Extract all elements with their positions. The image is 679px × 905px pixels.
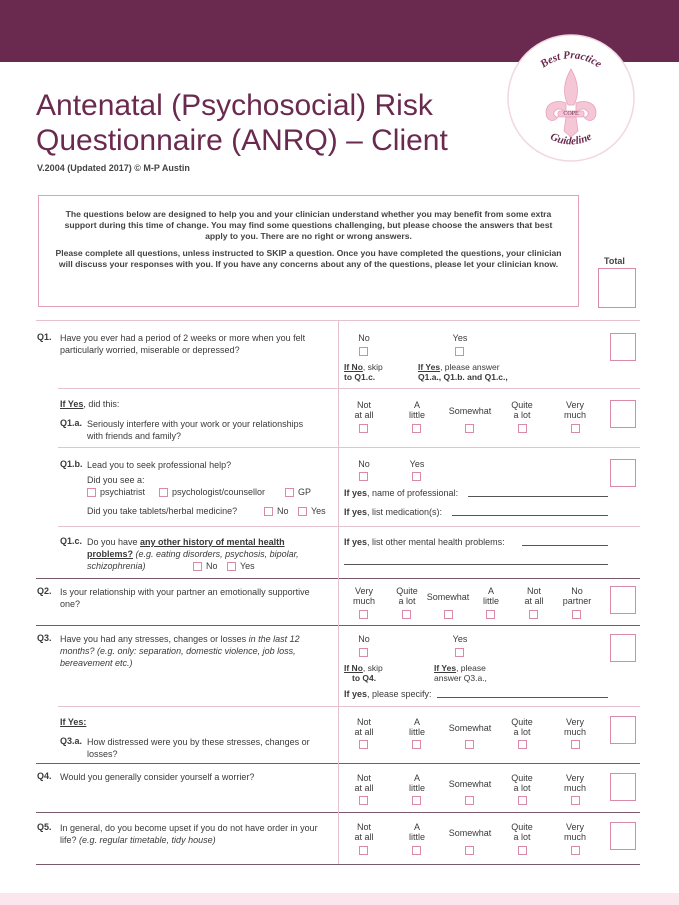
q3-ifyes-lead: If Yes: <box>60 717 87 727</box>
q2-notatall-label: Not at all <box>524 586 544 606</box>
version-note: V.2004 (Updated 2017) © M-P Austin <box>37 163 190 173</box>
q1-no-checkbox[interactable] <box>359 347 368 356</box>
q4-somewhat-label: Somewhat <box>448 779 492 789</box>
q4-notatall-checkbox[interactable] <box>359 796 368 805</box>
tablets-no-label: No <box>277 506 289 516</box>
q1-score-box[interactable] <box>610 333 636 361</box>
q2-quite-checkbox[interactable] <box>402 610 411 619</box>
professional-name-field[interactable] <box>468 496 608 497</box>
tablets-yes-label: Yes <box>311 506 326 516</box>
q1b-yes-label: Yes <box>409 459 425 469</box>
q3-no-checkbox[interactable] <box>359 648 368 657</box>
q1c-yes-label: Yes <box>240 561 255 571</box>
q2-notatall-checkbox[interactable] <box>529 610 538 619</box>
instructions-box <box>38 195 579 307</box>
q1-yes-hint: If Yes, please answer Q1.a., Q1.b. and Q1.c., <box>418 362 508 382</box>
psychologist-label: psychologist/counsellor <box>172 487 266 497</box>
q3-text: Have you had any stresses, changes or losses in the last 12 months? (e.g. only: separation, domestic violence, job loss, bereavement etc.) <box>60 634 300 668</box>
q3a-notatall-label: Not at all <box>354 717 374 737</box>
q5-very-label: Very much <box>563 822 586 842</box>
mental-health-field[interactable] <box>522 545 608 546</box>
q5-very-checkbox[interactable] <box>571 846 580 855</box>
q1a-number: Q1.a. <box>60 418 83 428</box>
q3a-notatall-checkbox[interactable] <box>359 740 368 749</box>
q3-yes-hint: If Yes, please answer Q3.a., <box>434 663 487 683</box>
q3a-number: Q3.a. <box>60 736 83 746</box>
q1-no-hint: If No, skip to Q1.c. <box>344 362 383 382</box>
q3-specify-label: If yes, please specify: <box>344 689 432 699</box>
q1a-notatall-checkbox[interactable] <box>359 424 368 433</box>
q2-number: Q2. <box>37 586 52 596</box>
q3-no-hint: If No, skip to Q4. <box>344 663 383 683</box>
q1a-score-box[interactable] <box>610 400 636 428</box>
q1b-no-label: No <box>358 459 370 469</box>
q2-somewhat-checkbox[interactable] <box>444 610 453 619</box>
q3-score-box[interactable] <box>610 634 636 662</box>
q5-notatall-label: Not at all <box>354 822 374 842</box>
q1a-somewhat-label: Somewhat <box>448 406 492 416</box>
divider <box>58 706 640 707</box>
divider <box>58 388 640 389</box>
q4-score-box[interactable] <box>610 773 636 801</box>
q1-ifyes-lead: If Yes, did this: <box>60 399 120 409</box>
q1a-text: Seriously interfere with your work or your relationships with friends and family? <box>87 419 304 441</box>
q5-somewhat-label: Somewhat <box>448 828 492 838</box>
q3a-text: How distressed were you by these stresses, changes or losses? <box>87 737 310 759</box>
q5-number: Q5. <box>37 822 52 832</box>
stress-specify-field[interactable] <box>437 697 608 698</box>
q2-quite-label: Quite a lot <box>396 586 418 606</box>
q3-number: Q3. <box>37 633 52 643</box>
footer-band <box>0 893 679 905</box>
q1-text: Have you ever had a period of 2 weeks or more when you felt particularly worried, miserable or depressed? <box>60 333 306 355</box>
q1c-no-checkbox[interactable] <box>193 562 202 571</box>
q4-text: Would you generally consider yourself a worrier? <box>60 772 255 782</box>
q4-quite-label: Quite a lot <box>511 773 533 793</box>
q1a-very-label: Very much <box>563 400 586 420</box>
total-label: Total <box>604 256 625 266</box>
q4-number: Q4. <box>37 771 52 781</box>
q1b-prof-label: If yes, name of professional: <box>344 488 459 498</box>
q3a-score-box[interactable] <box>610 716 636 744</box>
q3a-very-checkbox[interactable] <box>571 740 580 749</box>
q1b-score-box[interactable] <box>610 459 636 487</box>
q3a-quite-checkbox[interactable] <box>518 740 527 749</box>
q2-nopartner-checkbox[interactable] <box>572 610 581 619</box>
q2-alittle-checkbox[interactable] <box>486 610 495 619</box>
q2-text: Is your relationship with your partner an emotionally supportive one? <box>60 587 310 609</box>
q4-notatall-label: Not at all <box>354 773 374 793</box>
q5-text: In general, do you become upset if you do not have order in your life? (e.g. regular timetable, tidy house) <box>60 823 318 845</box>
q3a-alittle-checkbox[interactable] <box>412 740 421 749</box>
q5-somewhat-checkbox[interactable] <box>465 846 474 855</box>
q3-no-label: No <box>358 634 370 644</box>
q1c-yes-checkbox[interactable] <box>227 562 236 571</box>
q3a-quite-label: Quite a lot <box>511 717 533 737</box>
q1c-text: Do you have any other history of mental health problems? (e.g. eating disorders, psychosis, bipolar, schizophrenia) <box>87 537 299 571</box>
psychologist-checkbox[interactable] <box>159 488 168 497</box>
q4-somewhat-checkbox[interactable] <box>465 796 474 805</box>
q1c-list-label: If yes, list other mental health problems: <box>344 537 505 547</box>
q5-quite-checkbox[interactable] <box>518 846 527 855</box>
q2-somewhat-label: Somewhat <box>426 592 470 602</box>
q4-alittle-checkbox[interactable] <box>412 796 421 805</box>
tablets-yes-checkbox[interactable] <box>298 507 307 516</box>
divider <box>58 447 640 448</box>
q3a-somewhat-label: Somewhat <box>448 723 492 733</box>
total-score-box[interactable] <box>598 268 636 308</box>
gp-label: GP <box>298 487 312 497</box>
q5-alittle-label: A little <box>408 822 425 842</box>
q1c-no-label: No <box>206 561 218 571</box>
q1b-med-label: If yes, list medication(s): <box>344 507 443 517</box>
q1b-number: Q1.b. <box>60 459 83 469</box>
q4-quite-checkbox[interactable] <box>518 796 527 805</box>
psychiatrist-label: psychiatrist <box>100 487 146 497</box>
mental-health-field-2[interactable] <box>344 564 608 565</box>
instructions-p2: Please complete all questions, unless instructed to SKIP a question. Once you have completed the questions, your clinician will discuss your responses with you. If you have any concerns about any of the questions, please let your clinician know. <box>55 248 562 269</box>
tablets-no-checkbox[interactable] <box>264 507 273 516</box>
divider <box>36 864 640 865</box>
q1b-didyousee: Did you see a: <box>87 475 145 485</box>
q4-very-label: Very much <box>563 773 586 793</box>
q3-yes-label: Yes <box>452 634 468 644</box>
q1-yes-checkbox[interactable] <box>455 347 464 356</box>
q2-nopartner-label: No partner <box>562 586 592 606</box>
q1a-quite-checkbox[interactable] <box>518 424 527 433</box>
q1b-no-checkbox[interactable] <box>359 472 368 481</box>
q2-very-checkbox[interactable] <box>359 610 368 619</box>
q3a-alittle-label: A little <box>408 717 425 737</box>
q1-no-label: No <box>358 333 370 343</box>
q1-number: Q1. <box>37 332 52 342</box>
q1a-quite-label: Quite a lot <box>511 400 533 420</box>
q5-quite-label: Quite a lot <box>511 822 533 842</box>
q5-score-box[interactable] <box>610 822 636 850</box>
page-title: Antenatal (Psychosocial) Risk Questionnaire (ANRQ) – Client <box>36 89 448 157</box>
q3a-very-label: Very much <box>563 717 586 737</box>
best-practice-logo <box>506 33 636 163</box>
q1b-yes-checkbox[interactable] <box>412 472 421 481</box>
column-divider <box>338 320 339 864</box>
logo-middle-text: COPE <box>563 111 579 117</box>
q1b-text: Lead you to seek professional help? <box>87 460 232 470</box>
q4-alittle-label: A little <box>408 773 425 793</box>
q2-alittle-label: A little <box>482 586 499 606</box>
divider <box>58 526 640 527</box>
q2-very-label: Very much <box>352 586 375 606</box>
q5-alittle-checkbox[interactable] <box>412 846 421 855</box>
q1a-somewhat-checkbox[interactable] <box>465 424 474 433</box>
medication-field[interactable] <box>452 515 608 516</box>
q1c-number: Q1.c. <box>60 536 83 546</box>
logo-bottom-text: Guideline <box>548 130 594 148</box>
q1a-alittle-checkbox[interactable] <box>412 424 421 433</box>
q1a-very-checkbox[interactable] <box>571 424 580 433</box>
q3-yes-checkbox[interactable] <box>455 648 464 657</box>
gp-checkbox[interactable] <box>285 488 294 497</box>
q5-notatall-checkbox[interactable] <box>359 846 368 855</box>
q2-score-box[interactable] <box>610 586 636 614</box>
psychiatrist-checkbox[interactable] <box>87 488 96 497</box>
q3a-somewhat-checkbox[interactable] <box>465 740 474 749</box>
q1b-tablets: Did you take tablets/herbal medicine? <box>87 506 238 516</box>
q1-yes-label: Yes <box>452 333 468 343</box>
logo-top-text: Best Practice <box>538 49 604 71</box>
q1a-alittle-label: A little <box>408 400 425 420</box>
q1a-notatall-label: Not at all <box>354 400 374 420</box>
q4-very-checkbox[interactable] <box>571 796 580 805</box>
instructions-p1: The questions below are designed to help you and your clinician understand whether you may benefit from some extra support during this time of change. You may find some questions challenging, but please choose the answers that best apply to you. There are no right or wrong answers. <box>64 209 553 241</box>
